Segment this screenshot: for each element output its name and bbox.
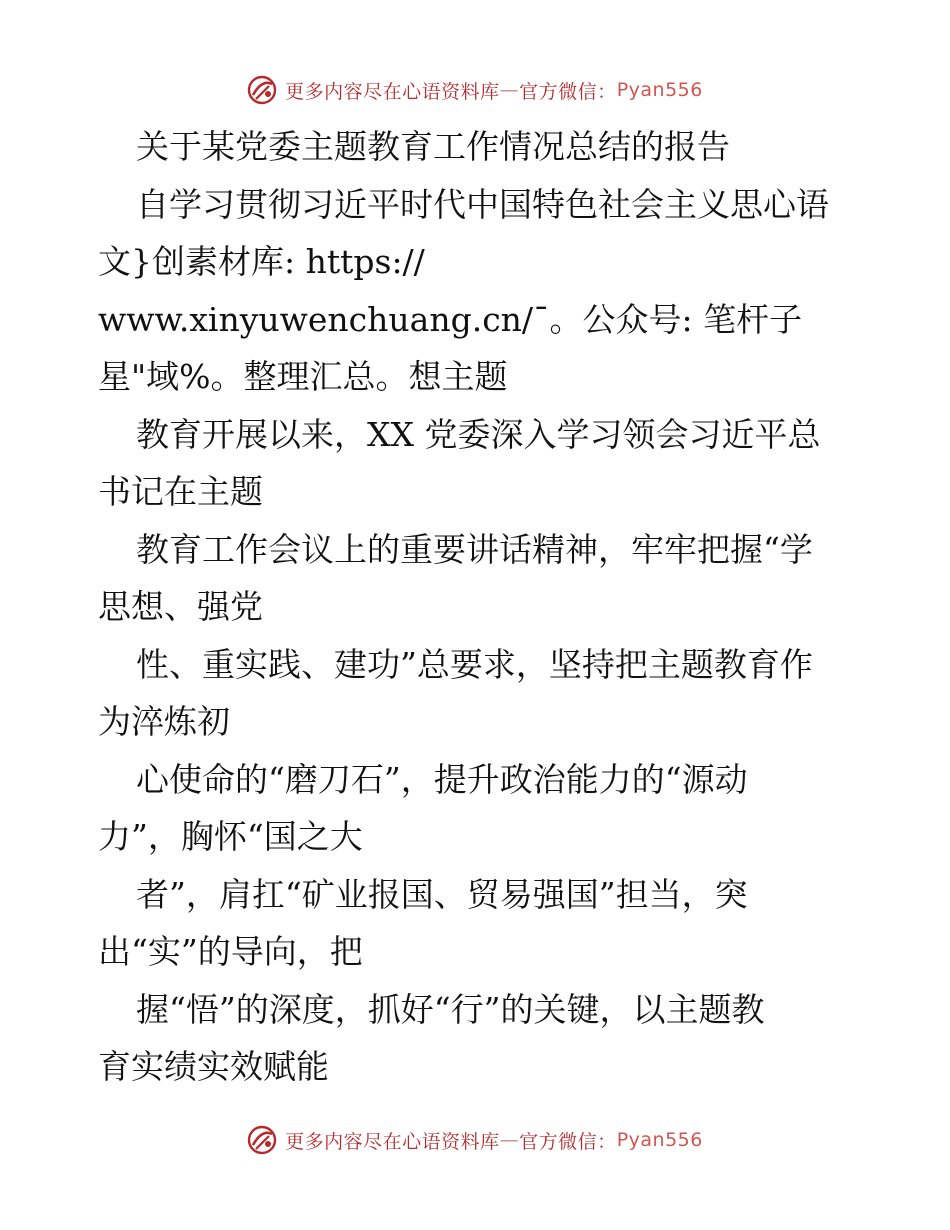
text-line: 思想、强党 [98,587,263,626]
watermark-wechat-label: 官方微信： [519,1130,617,1153]
pen-logo-icon [247,1125,277,1155]
text-line: 性、重实践、建功”总要求，坚持把主题教育作 [136,644,813,684]
text-line: 力”，胸怀“国之大 [98,817,363,856]
watermark-header [0,70,950,110]
watermark-separator: — [499,79,520,101]
watermark-footer [0,1120,950,1160]
watermark-brand: 更多内容尽在心语资料库 [285,80,500,103]
watermark-wechat-id: Pyan556 [616,1129,703,1151]
text-line: 文}创素材库: https:// [98,242,425,281]
text-line: 出“实”的导向，把 [98,932,363,971]
text-line: 握“悟”的深度，抓好“行”的关键，以主题教 [136,989,765,1029]
text-line: 星"域%。整理汇总。想主题 [98,357,508,396]
text-line: 为淬炼初 [98,702,230,741]
text-line: 心使命的“磨刀石”，提升政治能力的“源动 [136,759,748,799]
text-line: 教育开展以来，XX 党委深入学习领会习近平总 [136,414,821,454]
text-line: 自学习贯彻习近平时代中国特色社会主义思心语 [136,184,829,224]
text-line: 书记在主题 [98,472,263,511]
watermark-wechat-id: Pyan556 [616,79,703,101]
watermark-wechat-label: 官方微信： [519,80,617,103]
document-body [98,118,868,1096]
text-line: 育实绩实效赋能 [98,1047,329,1086]
text-line: www.xinyuwenchuang.cn/¯。公众号: 笔杆子 [98,299,803,339]
text-line: 教育工作会议上的重要讲话精神，牢牢把握“学 [136,529,813,569]
document-title: 关于某党委主题教育工作情况总结的报告 [136,127,730,166]
text-line: 者”，肩扛“矿业报国、贸易强国”担当，突 [136,874,748,914]
watermark-brand: 更多内容尽在心语资料库 [285,1130,500,1153]
watermark-separator: — [499,1129,520,1151]
pen-logo-icon [247,75,277,105]
